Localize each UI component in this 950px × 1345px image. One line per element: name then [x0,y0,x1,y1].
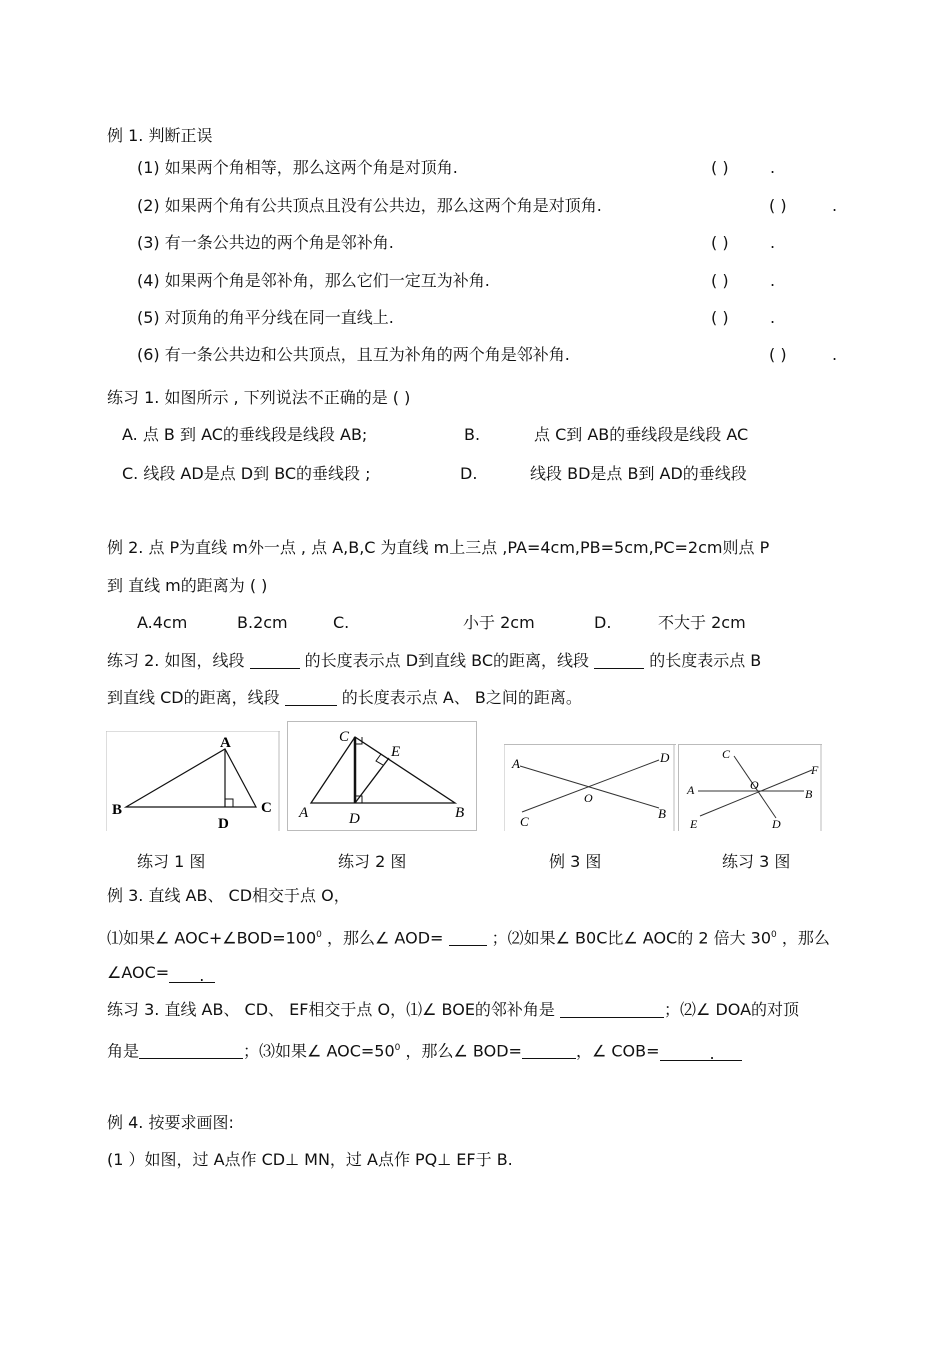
ex3-text-2a: ∠AOC= [107,963,170,982]
pr3-text-1a: 练习 3. 直线 AB、 CD、 EF相交于点 O，⑴∠ BOE的邻补角是 [107,1000,555,1019]
fig3-label-a: A [512,756,520,771]
ex1-item-4-paren: ( ) [711,271,729,290]
ex1-item-1-paren: ( ) [711,158,729,177]
ex3-text-1c: ；⑵如果∠ B0C比∠ AOC的 2 倍大 30 [491,928,772,948]
ex1-item-5-dot: . [770,308,776,327]
caption-practice-2: 练习 2 图 [338,852,407,871]
pr2-text-1b: 的长度表示点 D到直线 BC的距离，线段 [304,651,590,670]
pr1-option-c: C. 线段 AD是点 D到 BC的垂线段 ; [122,464,371,483]
fig2-label-d: D [349,811,360,827]
pr3-blank-1[interactable] [560,1001,664,1018]
pr3-blank-2[interactable] [139,1042,243,1059]
ex1-item-4: (4) 如果两个角是邻补角，那么它们一定互为补角. [137,271,490,290]
ex1-item-6: (6) 有一条公共边和公共顶点，且互为补角的两个角是邻补角. [137,345,570,364]
ex1-item-6-dot: . [832,345,838,364]
pr3-text-2a: 角是 [107,1041,140,1061]
fig2-label-e: E [391,744,401,760]
ex1-item-3: (3) 有一条公共边的两个角是邻补角. [137,233,394,252]
fig4-label-b: B [805,787,813,801]
pr2-blank-2[interactable] [594,652,644,669]
ex3-blank-2[interactable] [169,966,215,983]
ex2-option-d-label: D. [594,613,612,632]
ex4-line-1: (1 ）如图，过 A点作 CD⊥ MN，过 A点作 PQ⊥ EF于 B. [107,1150,513,1169]
fig4-label-d: D [772,817,781,831]
ex3-degree-2: 0 [771,930,777,940]
ex1-item-4-dot: . [770,271,776,290]
pr2-line-2 [107,688,582,708]
ex2-line-1: 例 2. 点 P为直线 m外一点 , 点 A,B,C 为直线 m上三点 ,PA=4cm,PB=5cm,PC=2cm则点 P [107,538,770,557]
figure-practice-1 [106,731,280,831]
pr2-blank-1[interactable] [250,652,300,669]
ex1-item-5-paren: ( ) [711,308,729,327]
pr3-text-2d: ，∠ COB= [575,1041,660,1061]
caption-practice-1: 练习 1 图 [137,852,206,871]
fig1-label-c: C [261,800,272,816]
figure-example-3 [504,744,676,831]
ex1-item-3-paren: ( ) [711,233,729,252]
pr1-option-a: A. 点 B 到 AC的垂线段是线段 AB; [122,425,368,444]
ex3-blank-1[interactable] [449,929,487,946]
pr1-option-b: 点 C到 AB的垂线段是线段 AC [534,425,749,444]
ex2-option-c: 小于 2cm [463,613,535,632]
caption-practice-3: 练习 3 图 [722,852,791,871]
ex3-text-2b: . [199,966,205,985]
fig1-label-b: B [112,802,123,818]
caption-example-3: 例 3 图 [549,852,602,871]
ex2-option-d: 不大于 2cm [658,613,746,632]
pr2-blank-3[interactable] [285,689,337,706]
ex2-line-2: 到 直线 m的距离为 ( ) [107,576,268,595]
pr3-blank-3[interactable] [522,1042,576,1059]
pr3-line-2 [107,1038,742,1064]
ex3-title: 例 3. 直线 AB、 CD相交于点 O， [107,886,350,905]
fig2-label-c: C [339,729,350,745]
pr1-option-b-label: B. [464,425,481,444]
ex4-title: 例 4. 按要求画图: [107,1113,234,1132]
fig2-label-b: B [455,805,465,821]
figure-practice-3 [678,744,822,831]
figure-practice-2 [287,721,477,831]
ex3-line-2 [107,963,215,983]
ex1-item-5: (5) 对顶角的角平分线在同一直线上. [137,308,394,327]
ex3-degree-1: 0 [316,930,322,940]
pr1-title: 练习 1. 如图所示 , 下列说法不正确的是 ( ) [107,388,411,407]
ex3-text-1b: ，那么∠ AOD= [327,928,444,948]
pr1-option-d-label: D. [460,464,478,483]
ex1-item-1-dot: . [770,158,776,177]
pr3-text-2b: ；⑶如果∠ AOC=50 [243,1041,395,1061]
ex1-item-3-dot: . [770,233,776,252]
pr2-text-2a: 到直线 CD的距离，线段 [107,688,280,707]
ex1-item-2-paren: ( ) [769,196,787,215]
pr2-text-1c: 的长度表示点 B [649,651,762,670]
pr3-text-2c: ，那么∠ BOD= [405,1041,522,1061]
ex3-text-1a: ⑴如果∠ AOC+∠BOD=100 [107,928,317,948]
fig3-label-b: B [658,806,666,821]
fig3-label-d: D [660,750,670,765]
pr3-line-1 [107,1000,799,1020]
ex1-item-2-dot: . [832,196,838,215]
ex1-item-2: (2) 如果两个角有公共顶点且没有公共边，那么这两个角是对顶角. [137,196,602,215]
fig4-label-a: A [687,783,695,797]
fig1-label-a: A [220,735,231,751]
pr1-option-d: 线段 BD是点 B到 AD的垂线段 [530,464,747,483]
ex2-option-b: B.2cm [237,613,288,632]
ex1-item-1: (1) 如果两个角相等，那么这两个角是对顶角. [137,158,458,177]
ex3-line-1 [107,925,830,948]
pr2-text-2b: 的长度表示点 A、 B之间的距离。 [341,688,582,707]
fig3-label-c: C [520,814,529,829]
pr3-text-1b: ；⑵∠ DOA的对顶 [664,1000,800,1019]
fig4-label-c: C [722,747,731,761]
fig4-label-f: F [811,763,819,777]
pr2-line-1 [107,651,761,671]
pr2-text-1a: 练习 2. 如图，线段 [107,651,245,670]
fig4-label-o: O [750,778,759,792]
fig3-label-o: O [584,791,593,805]
ex3-text-1d: ，那么 [781,928,830,948]
ex1-title: 例 1. 判断正误 [107,126,213,145]
ex2-option-a: A.4cm [137,613,188,632]
fig1-label-d: D [218,816,229,831]
pr3-blank-4[interactable] [660,1044,742,1064]
pr3-degree: 0 [394,1043,401,1053]
fig2-label-a: A [299,805,309,821]
fig4-label-e: E [690,817,698,831]
ex2-option-c-label: C. [333,613,350,632]
ex1-item-6-paren: ( ) [769,345,787,364]
pr3-text-2e: . [709,1044,715,1064]
